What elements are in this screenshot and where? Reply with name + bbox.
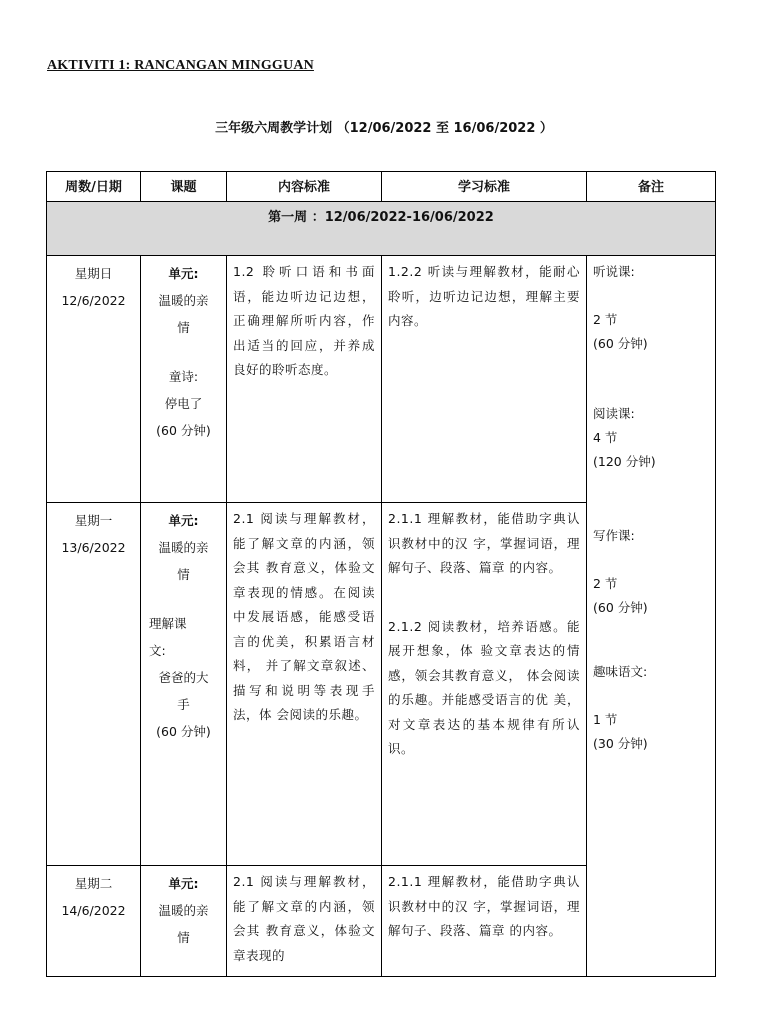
unit-name: 温暖的亲 bbox=[158, 903, 209, 918]
day-cell bbox=[47, 256, 141, 503]
notes-reading-periods: 4 节 bbox=[593, 430, 618, 445]
unit-name: 温暖的亲 bbox=[158, 540, 209, 555]
topic-cell bbox=[141, 866, 227, 977]
learning-standard-text: 2.1.2 阅读教材，培养语感。能展开想象，体 验文章表达的情感，领会其教育意义， 体会阅读的乐趣。并能感受语言的优 美，对文章表达的基本规律有所认识。 bbox=[388, 618, 580, 756]
week-label: 第一周 ：12/06/2022-16/06/2022 bbox=[47, 202, 716, 256]
unit-label: 单元: bbox=[168, 266, 199, 281]
header-week-date: 周数/日期 bbox=[47, 172, 141, 202]
lesson-title: 手 bbox=[177, 697, 190, 712]
learning-standard-cell bbox=[382, 503, 587, 866]
lesson-type: 童诗: bbox=[168, 369, 199, 384]
header-content-standard: 内容标准 bbox=[227, 172, 382, 202]
lesson-type: 理解课 bbox=[149, 616, 187, 631]
activity-heading: AKTIVITI 1: RANCANGAN MINGGUAN bbox=[47, 58, 314, 73]
lesson-duration: (60 分钟) bbox=[156, 423, 211, 438]
content-standard-cell: 2.1 阅读与理解教材，能了解文章的内涵，领会其 教育意义，体验文章表现的 bbox=[227, 866, 382, 977]
notes-listen-speak: 听说课: bbox=[593, 264, 635, 279]
content-standard-cell: 1.2 聆听口语和书面语，能边听边记边想，正确理解所听内容，作出适当的回应，并养成良好的聆听态度。 bbox=[227, 256, 382, 503]
plan-title: 三年级六周教学计划 （12/06/2022 至 16/06/2022 ） bbox=[215, 121, 553, 136]
notes-writing-duration: (60 分钟) bbox=[593, 600, 648, 615]
day-name: 星期一 bbox=[74, 513, 113, 528]
notes-listen-speak-periods: 2 节 bbox=[593, 312, 618, 327]
learning-standard-text: 2.1.1 理解教材，能借助字典认识教材中的汉 字，掌握词语，理解句子、段落、篇章 的内容。 bbox=[388, 874, 580, 938]
header-topic: 课题 bbox=[141, 172, 227, 202]
unit-label: 单元: bbox=[168, 513, 199, 528]
day-name: 星期二 bbox=[74, 876, 113, 891]
lesson-type: 文: bbox=[149, 643, 166, 658]
learning-standard-cell bbox=[382, 256, 587, 503]
learning-standard-text: 1.2.2 听读与理解教材，能耐心聆听，边听边记边想，理解主要内容。 bbox=[388, 264, 580, 328]
lesson-duration: (60 分钟) bbox=[156, 724, 211, 739]
header-learning-standard: 学习标准 bbox=[382, 172, 587, 202]
day-date: 12/6/2022 bbox=[61, 293, 126, 308]
topic-cell bbox=[141, 256, 227, 503]
day-date: 14/6/2022 bbox=[61, 903, 126, 918]
unit-name: 情 bbox=[177, 567, 190, 582]
learning-standard-cell bbox=[382, 866, 587, 977]
notes-fun-periods: 1 节 bbox=[593, 712, 618, 727]
table-row bbox=[47, 256, 716, 503]
lesson-title: 爸爸的大 bbox=[158, 670, 209, 685]
day-cell bbox=[47, 503, 141, 866]
header-notes: 备注 bbox=[587, 172, 716, 202]
notes-reading: 阅读课: bbox=[593, 406, 635, 421]
lesson-title: 停电了 bbox=[164, 396, 203, 411]
unit-name: 情 bbox=[177, 930, 190, 945]
day-name: 星期日 bbox=[74, 266, 113, 281]
notes-cell bbox=[587, 256, 716, 977]
table-header-row bbox=[47, 172, 716, 202]
unit-name: 温暖的亲 bbox=[158, 293, 209, 308]
notes-fun-language: 趣味语文: bbox=[593, 664, 648, 679]
week-row bbox=[47, 202, 716, 256]
learning-standard-text: 2.1.1 理解教材，能借助字典认识教材中的汉 字，掌握词语，理解句子、段落、篇章 的内容。 bbox=[388, 511, 580, 575]
day-date: 13/6/2022 bbox=[61, 540, 126, 555]
notes-writing: 写作课: bbox=[593, 528, 635, 543]
unit-name: 情 bbox=[177, 320, 190, 335]
day-cell bbox=[47, 866, 141, 977]
notes-fun-duration: (30 分钟) bbox=[593, 736, 648, 751]
content-standard-cell: 2.1 阅读与理解教材，能了解文章的内涵，领会其 教育意义，体验文章表现的情感。在阅读中发展语感，能感受语言的优美，积累语言材料， 并了解文章叙述、描写和说明等表现手法，体 会阅读的乐趣。 bbox=[227, 503, 382, 866]
weekly-plan-table bbox=[46, 171, 716, 977]
notes-reading-duration: (120 分钟) bbox=[593, 454, 656, 469]
notes-listen-speak-duration: (60 分钟) bbox=[593, 336, 648, 351]
unit-label: 单元: bbox=[168, 876, 199, 891]
topic-cell bbox=[141, 503, 227, 866]
notes-writing-periods: 2 节 bbox=[593, 576, 618, 591]
